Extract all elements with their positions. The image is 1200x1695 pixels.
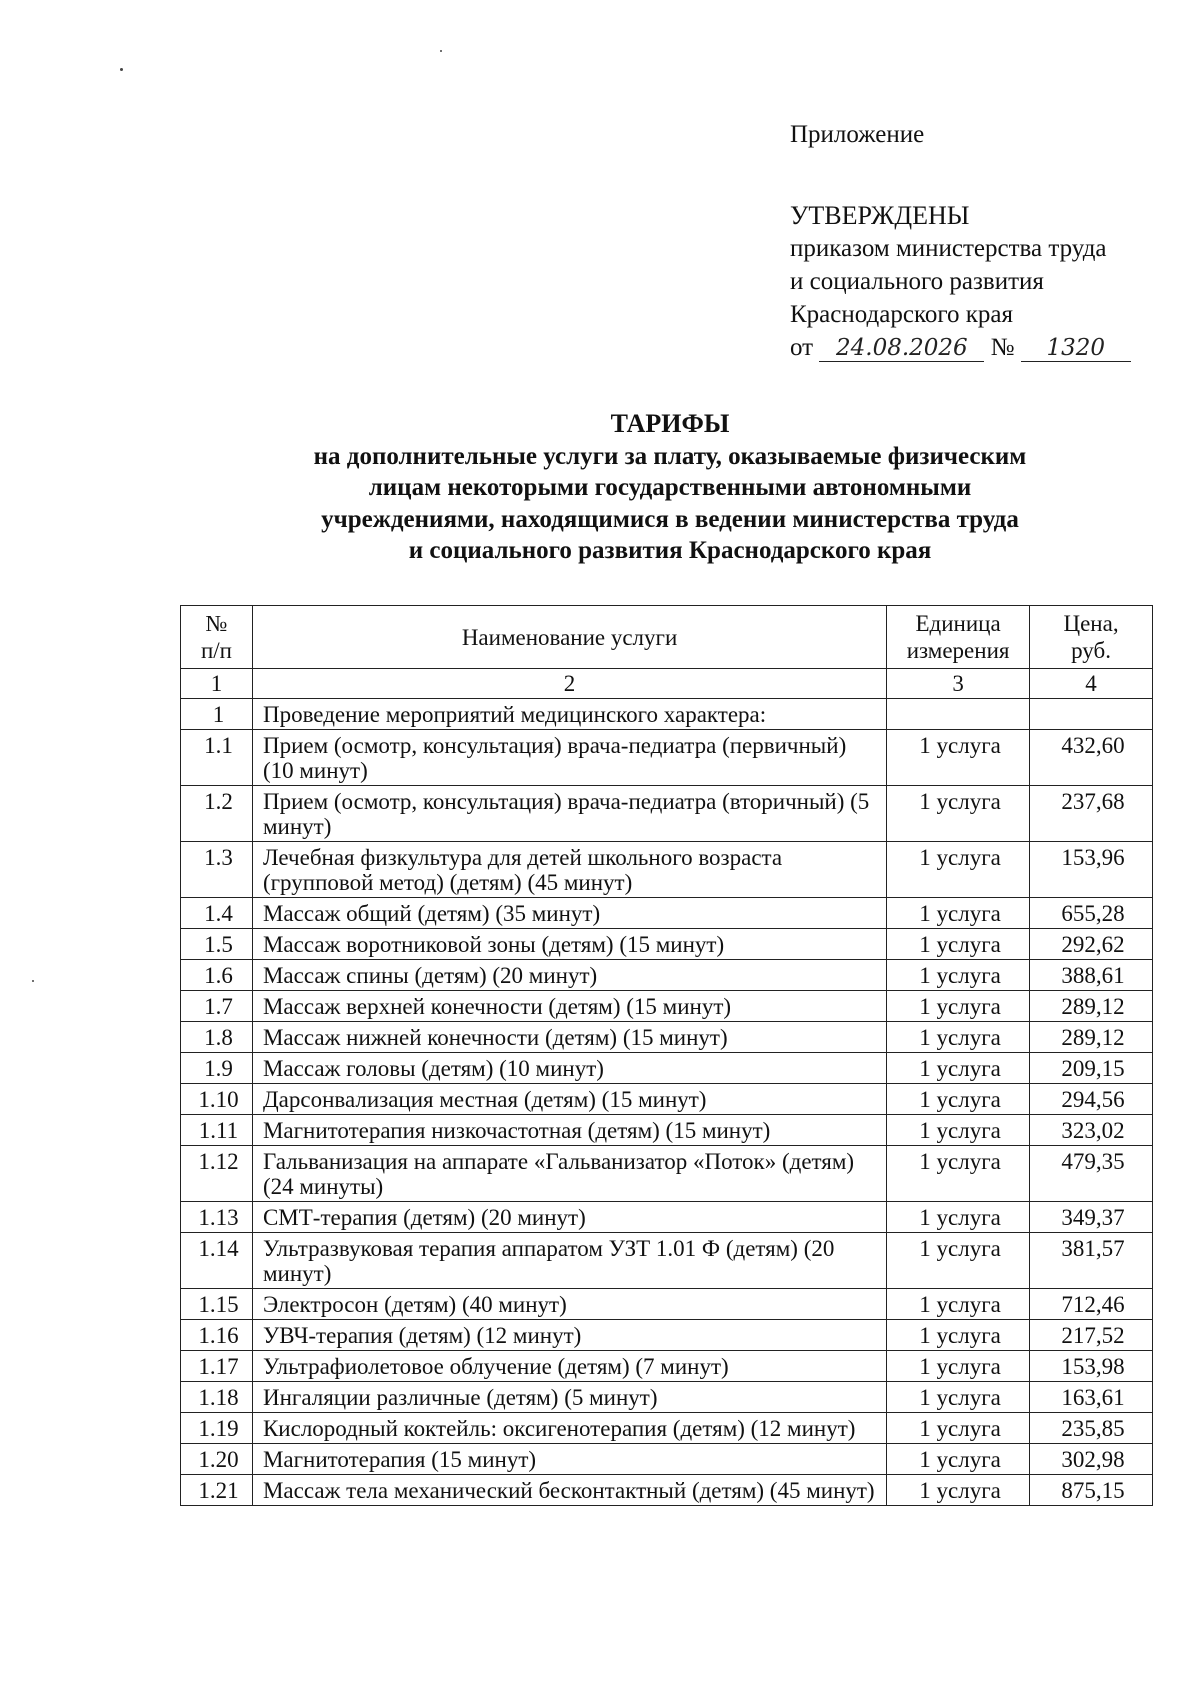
- appendix-label: Приложение: [790, 121, 925, 148]
- row-unit: 1 услуга: [887, 1320, 1030, 1351]
- row-price: 388,61: [1030, 960, 1153, 991]
- document-subtitle-line: лицам некоторыми государственными автономными: [368, 474, 972, 501]
- scan-speck: [440, 50, 442, 52]
- row-price: 235,85: [1030, 1413, 1153, 1444]
- table-row: [181, 1022, 1153, 1053]
- row-name: Ультразвуковая терапия аппаратом УЗТ 1.01 Ф (детям) (20 минут): [252, 1233, 886, 1289]
- row-unit: 1 услуга: [887, 842, 1030, 898]
- row-num: 1.2: [181, 786, 253, 842]
- row-unit: 1 услуга: [887, 1115, 1030, 1146]
- row-num: 1.3: [181, 842, 253, 898]
- row-unit: 1 услуга: [887, 786, 1030, 842]
- table-row: [181, 1053, 1153, 1084]
- column-number: 3: [887, 669, 1030, 699]
- row-name: Ультрафиолетовое облучение (детям) (7 минут): [252, 1351, 886, 1382]
- row-num: 1.15: [181, 1289, 253, 1320]
- table-row: [181, 991, 1153, 1022]
- header-name: Наименование услуги: [252, 606, 886, 669]
- row-price: 292,62: [1030, 929, 1153, 960]
- table-row: [181, 1289, 1153, 1320]
- document-subtitle-line: учреждениями, находящимися в ведении министерства труда: [321, 505, 1019, 533]
- header-num: [181, 606, 253, 669]
- row-num: 1.6: [181, 960, 253, 991]
- section-unit: [887, 699, 1030, 730]
- header-unit-line: измерения: [906, 638, 1010, 663]
- row-num: 1.9: [181, 1053, 253, 1084]
- date-prefix: от: [790, 334, 814, 361]
- document-title: ТАРИФЫ: [610, 409, 730, 438]
- approval-line: и социального развития: [790, 268, 1044, 295]
- table-header-row: [181, 606, 1153, 669]
- row-name: Массаж воротниковой зоны (детям) (15 минут): [252, 929, 886, 960]
- table-row: [181, 1233, 1153, 1289]
- row-unit: 1 услуга: [887, 1022, 1030, 1053]
- row-name: Лечебная физкультура для детей школьного возраста (групповой метод) (детям) (45 минут): [252, 842, 886, 898]
- row-num: 1.21: [181, 1475, 253, 1506]
- header-unit-line: Единица: [915, 611, 1001, 636]
- document-heading: [160, 408, 1180, 567]
- row-price: 289,12: [1030, 1022, 1153, 1053]
- approval-block: [790, 118, 1180, 364]
- row-name: Магнитотерапия низкочастотная (детям) (15 минут): [252, 1115, 886, 1146]
- row-name: Электросон (детям) (40 минут): [252, 1289, 886, 1320]
- row-name: Массаж спины (детям) (20 минут): [252, 960, 886, 991]
- row-num: 1.11: [181, 1115, 253, 1146]
- row-price: 153,98: [1030, 1351, 1153, 1382]
- row-num: 1.17: [181, 1351, 253, 1382]
- row-num: 1.10: [181, 1084, 253, 1115]
- header-num-line: №: [205, 611, 228, 636]
- row-name: Массаж общий (детям) (35 минут): [252, 898, 886, 929]
- row-unit: 1 услуга: [887, 991, 1030, 1022]
- row-unit: 1 услуга: [887, 1413, 1030, 1444]
- section-num: 1: [181, 699, 253, 730]
- row-name: Массаж верхней конечности (детям) (15 минут): [252, 991, 886, 1022]
- table-row: [181, 960, 1153, 991]
- table-row: [181, 786, 1153, 842]
- table-row: [181, 1084, 1153, 1115]
- row-price: 209,15: [1030, 1053, 1153, 1084]
- header-price-line: руб.: [1071, 638, 1111, 663]
- row-num: 1.7: [181, 991, 253, 1022]
- row-unit: 1 услуга: [887, 1475, 1030, 1506]
- row-num: 1.13: [181, 1202, 253, 1233]
- row-unit: 1 услуга: [887, 960, 1030, 991]
- document-subtitle-line: и социального развития Краснодарского края: [408, 537, 932, 564]
- row-price: 479,35: [1030, 1146, 1153, 1202]
- approval-line: приказом министерства труда: [790, 235, 1107, 262]
- row-num: 1.18: [181, 1382, 253, 1413]
- row-num: 1.8: [181, 1022, 253, 1053]
- section-price: [1030, 699, 1153, 730]
- row-price: 323,02: [1030, 1115, 1153, 1146]
- row-num: 1.16: [181, 1320, 253, 1351]
- header-num-line: п/п: [200, 638, 232, 663]
- row-name: Кислородный коктейль: оксигенотерапия (детям) (12 минут): [252, 1413, 886, 1444]
- row-num: 1.1: [181, 730, 253, 786]
- table-row: [181, 1382, 1153, 1413]
- row-price: 381,57: [1030, 1233, 1153, 1289]
- row-name: Массаж нижней конечности (детям) (15 минут): [252, 1022, 886, 1053]
- section-row: [181, 699, 1153, 730]
- table-row: [181, 842, 1153, 898]
- row-unit: 1 услуга: [887, 1202, 1030, 1233]
- row-price: 875,15: [1030, 1475, 1153, 1506]
- row-unit: 1 услуга: [887, 1084, 1030, 1115]
- row-unit: 1 услуга: [887, 730, 1030, 786]
- handwritten-date: 24.08.2026: [819, 335, 984, 362]
- row-unit: 1 услуга: [887, 898, 1030, 929]
- document-subtitle-line: на дополнительные услуги за плату, оказываемые физическим: [313, 442, 1027, 470]
- row-unit: 1 услуга: [887, 929, 1030, 960]
- row-price: 432,60: [1030, 730, 1153, 786]
- table-row: [181, 1413, 1153, 1444]
- row-name: Ингаляции различные (детям) (5 минут): [252, 1382, 886, 1413]
- row-unit: 1 услуга: [887, 1146, 1030, 1202]
- row-name: УВЧ-терапия (детям) (12 минут): [252, 1320, 886, 1351]
- table-row: [181, 730, 1153, 786]
- row-unit: 1 услуга: [887, 1382, 1030, 1413]
- row-price: 217,52: [1030, 1320, 1153, 1351]
- column-number: 2: [252, 669, 886, 699]
- row-price: 163,61: [1030, 1382, 1153, 1413]
- row-unit: 1 услуга: [887, 1289, 1030, 1320]
- row-price: 237,68: [1030, 786, 1153, 842]
- row-name: Дарсонвализация местная (детям) (15 минут): [252, 1084, 886, 1115]
- column-number: 4: [1030, 669, 1153, 699]
- scan-speck: [32, 980, 34, 982]
- scan-speck: [120, 68, 123, 71]
- number-prefix: №: [990, 334, 1015, 361]
- row-price: 655,28: [1030, 898, 1153, 929]
- row-num: 1.19: [181, 1413, 253, 1444]
- table-row: [181, 1475, 1153, 1506]
- row-name: Прием (осмотр, консультация) врача-педиатра (вторичный) (5 минут): [252, 786, 886, 842]
- row-unit: 1 услуга: [887, 1053, 1030, 1084]
- row-name: СМТ-терапия (детям) (20 минут): [252, 1202, 886, 1233]
- header-unit: [887, 606, 1030, 669]
- row-price: 289,12: [1030, 991, 1153, 1022]
- row-num: 1.12: [181, 1146, 253, 1202]
- approval-title: УТВЕРЖДЕНЫ: [790, 201, 970, 230]
- row-name: Массаж тела механический бесконтактный (детям) (45 минут): [252, 1475, 886, 1506]
- row-name: Гальванизация на аппарате «Гальванизатор «Поток» (детям) (24 минуты): [252, 1146, 886, 1202]
- row-name: Прием (осмотр, консультация) врача-педиатра (первичный) (10 минут): [252, 730, 886, 786]
- table-row: [181, 1320, 1153, 1351]
- row-num: 1.14: [181, 1233, 253, 1289]
- row-name: Магнитотерапия (15 минут): [252, 1444, 886, 1475]
- table-row: [181, 1202, 1153, 1233]
- row-price: 302,98: [1030, 1444, 1153, 1475]
- row-unit: 1 услуга: [887, 1444, 1030, 1475]
- row-price: 712,46: [1030, 1289, 1153, 1320]
- row-price: 294,56: [1030, 1084, 1153, 1115]
- row-name: Массаж головы (детям) (10 минут): [252, 1053, 886, 1084]
- approval-line: Краснодарского края: [790, 301, 1013, 328]
- row-price: 153,96: [1030, 842, 1153, 898]
- row-num: 1.4: [181, 898, 253, 929]
- table-row: [181, 1146, 1153, 1202]
- table-row: [181, 1115, 1153, 1146]
- row-price: 349,37: [1030, 1202, 1153, 1233]
- row-unit: 1 услуга: [887, 1233, 1030, 1289]
- handwritten-number: 1320: [1021, 335, 1131, 362]
- table-row: [181, 898, 1153, 929]
- row-unit: 1 услуга: [887, 1351, 1030, 1382]
- table-row: [181, 1351, 1153, 1382]
- table-row: [181, 1444, 1153, 1475]
- column-number: 1: [181, 669, 253, 699]
- header-price-line: Цена,: [1063, 611, 1119, 636]
- column-number-row: [181, 669, 1153, 699]
- approval-date-line: [790, 331, 1180, 364]
- section-name: Проведение мероприятий медицинского характера:: [252, 699, 886, 730]
- header-price: [1030, 606, 1153, 669]
- row-num: 1.20: [181, 1444, 253, 1475]
- tariff-table: [180, 605, 1153, 1506]
- table-row: [181, 929, 1153, 960]
- row-num: 1.5: [181, 929, 253, 960]
